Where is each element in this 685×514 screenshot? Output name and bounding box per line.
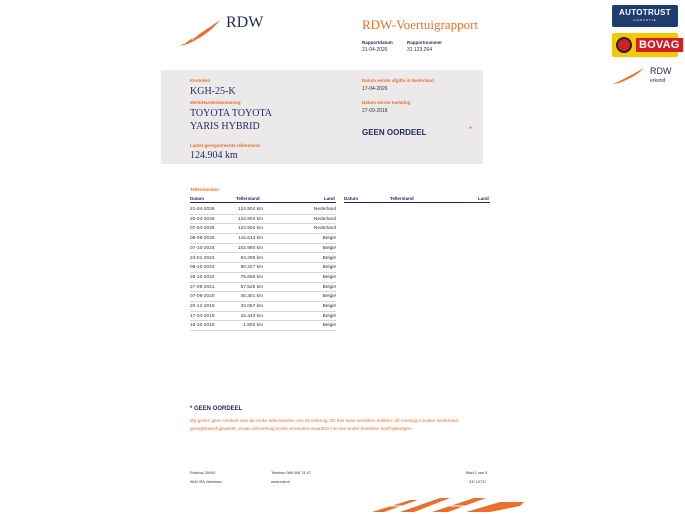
col-date-header-left: Datum bbox=[190, 196, 205, 201]
row-odometer: 90.327 km bbox=[240, 265, 263, 271]
col-date-header-right: Datum bbox=[344, 196, 359, 201]
first-nl-label: Datum eerste afgifte in Nederland bbox=[362, 78, 434, 83]
row-country: Nederland bbox=[313, 216, 336, 222]
col-country-header-left: Land bbox=[324, 196, 335, 201]
odometer-value: 124.904 km bbox=[190, 150, 238, 161]
row-country: België bbox=[322, 265, 336, 271]
row-date: 24-01-2024 bbox=[190, 255, 215, 261]
bovag-emblem-icon bbox=[616, 37, 632, 53]
footer-address-1: Postbus 30000 bbox=[190, 471, 216, 475]
rdw-feather-icon bbox=[178, 16, 222, 50]
row-date: 07-04-2026 bbox=[190, 226, 215, 232]
make-label: Merk/Handelsbenaming bbox=[190, 100, 241, 105]
row-odometer: 15.443 km bbox=[240, 313, 263, 319]
row-country: België bbox=[322, 245, 336, 251]
verdict-asterisk: * bbox=[469, 125, 473, 134]
row-date: 20-12-2019 bbox=[190, 304, 215, 309]
row-odometer: 102.980 km bbox=[237, 245, 263, 251]
rdw-wordmark: RDW bbox=[226, 14, 264, 31]
row-date: 07-09-2020 bbox=[190, 294, 215, 300]
row-odometer: 33.067 km bbox=[240, 304, 263, 309]
row-odometer: 45.301 km bbox=[240, 294, 263, 300]
row-date: 20-04-2026 bbox=[190, 216, 215, 222]
table-row bbox=[190, 302, 336, 312]
row-country: Nederland bbox=[313, 226, 336, 232]
header-divider-left bbox=[190, 202, 336, 203]
row-odometer: 94.298 km bbox=[240, 255, 263, 261]
row-country: België bbox=[322, 255, 336, 261]
table-row bbox=[190, 321, 336, 331]
col-country-header-right: Land bbox=[478, 196, 489, 201]
col-odometer-header-left: Tellerstand bbox=[236, 196, 260, 201]
plate-label: Kenteken bbox=[190, 78, 211, 83]
table-row bbox=[190, 234, 336, 244]
report-date-label: Rapportdatum bbox=[362, 40, 393, 45]
report-title: RDW-Voertuigrapport bbox=[362, 17, 479, 32]
footer-decoration-icon bbox=[370, 496, 530, 514]
row-country: België bbox=[322, 236, 336, 242]
table-row bbox=[190, 205, 336, 215]
rdw-logo bbox=[178, 14, 268, 48]
row-date: 28-10-2022 bbox=[190, 274, 215, 280]
make-value: TOYOTA TOYOTA bbox=[190, 108, 273, 119]
report-date: 21-04-2026 bbox=[362, 47, 388, 53]
footer-phone: Telefoon 088 008 74 47 bbox=[271, 471, 311, 475]
row-date: 07-10-2024 bbox=[190, 245, 215, 251]
row-date: 21-04-2026 bbox=[190, 207, 215, 212]
rdw-erkend-title: RDW bbox=[650, 66, 672, 76]
autotrust-sub: GARANTIE bbox=[633, 18, 657, 22]
row-country: België bbox=[322, 323, 336, 329]
table-row bbox=[190, 263, 336, 273]
table-row bbox=[190, 273, 336, 283]
row-country: België bbox=[322, 284, 336, 290]
table-row bbox=[190, 215, 336, 225]
report-number: 31.123.264 bbox=[407, 47, 433, 53]
row-date: 17-04-2019 bbox=[190, 313, 215, 319]
row-country: België bbox=[322, 274, 336, 280]
footer-web: www.rdw.nl bbox=[271, 480, 290, 484]
header-divider-right bbox=[344, 202, 490, 203]
row-odometer: 1.802 km bbox=[243, 323, 263, 329]
row-country: België bbox=[322, 304, 336, 309]
row-odometer: 124.904 km bbox=[237, 216, 263, 222]
row-country: België bbox=[322, 294, 336, 300]
table-row bbox=[190, 292, 336, 302]
model-value: YARIS HYBRID bbox=[190, 121, 260, 132]
table-row bbox=[190, 224, 336, 234]
first-nl-value: 17-04-2026 bbox=[362, 86, 388, 92]
plate-value: KGH-25-K bbox=[190, 86, 236, 97]
bovag-text: BOVAG bbox=[636, 38, 683, 52]
footer-code: 3.E 10737 bbox=[469, 480, 487, 484]
table-row bbox=[190, 254, 336, 264]
footnote-text: Wij geven geen oordeel over de reeks tellerstanden van dit voertuig. Dit kan twee oorzaken hebben: dit voertuig is buiten Nederland geregistreerd geweest, of aan dit voertuig is iets veranderd waardoor het een ander kenteken heeft gekregen. bbox=[190, 418, 458, 431]
autotrust-title: AUTOTRUST bbox=[619, 8, 671, 17]
row-country: België bbox=[322, 313, 336, 319]
row-date: 08-08-2025 bbox=[190, 236, 215, 242]
row-date: 09-10-2023 bbox=[190, 265, 215, 271]
odometer-label: Laatst geregistreerde tellerstand bbox=[190, 143, 260, 148]
autotrust-badge bbox=[612, 5, 678, 27]
footer-page: Blad 1 van 3 bbox=[466, 471, 488, 475]
table-row bbox=[190, 244, 336, 254]
report-number-label: Rapportnummer bbox=[407, 40, 443, 45]
row-odometer: 57.525 km bbox=[240, 284, 263, 290]
first-admission-value: 27-09-2018 bbox=[362, 108, 388, 114]
row-date: 18-10-2018 bbox=[190, 323, 215, 329]
footer-address-2: 9640 RA Veendam bbox=[190, 480, 222, 484]
table-row bbox=[190, 312, 336, 322]
row-odometer: 75.656 km bbox=[240, 274, 263, 280]
row-odometer: 124.904 km bbox=[237, 207, 263, 212]
footnote-title: * GEEN OORDEEL bbox=[190, 406, 243, 412]
readings-title: Tellerstanden bbox=[190, 187, 219, 192]
rdw-erkend-badge bbox=[612, 64, 682, 88]
col-odometer-header-right: Tellerstand bbox=[390, 196, 414, 201]
bovag-badge bbox=[612, 33, 678, 57]
rdw-erkend-sub: erkend bbox=[650, 78, 666, 84]
row-country: Nederland bbox=[313, 207, 336, 212]
row-date: 27-08-2021 bbox=[190, 284, 215, 290]
first-admission-label: Datum eerste toelating bbox=[362, 100, 411, 105]
row-odometer: 124.904 km bbox=[237, 226, 263, 232]
verdict-text: GEEN OORDEEL bbox=[362, 128, 427, 137]
row-odometer: 115.614 km bbox=[238, 236, 263, 242]
table-row bbox=[190, 283, 336, 293]
rdw-erkend-feather-icon bbox=[612, 66, 646, 86]
